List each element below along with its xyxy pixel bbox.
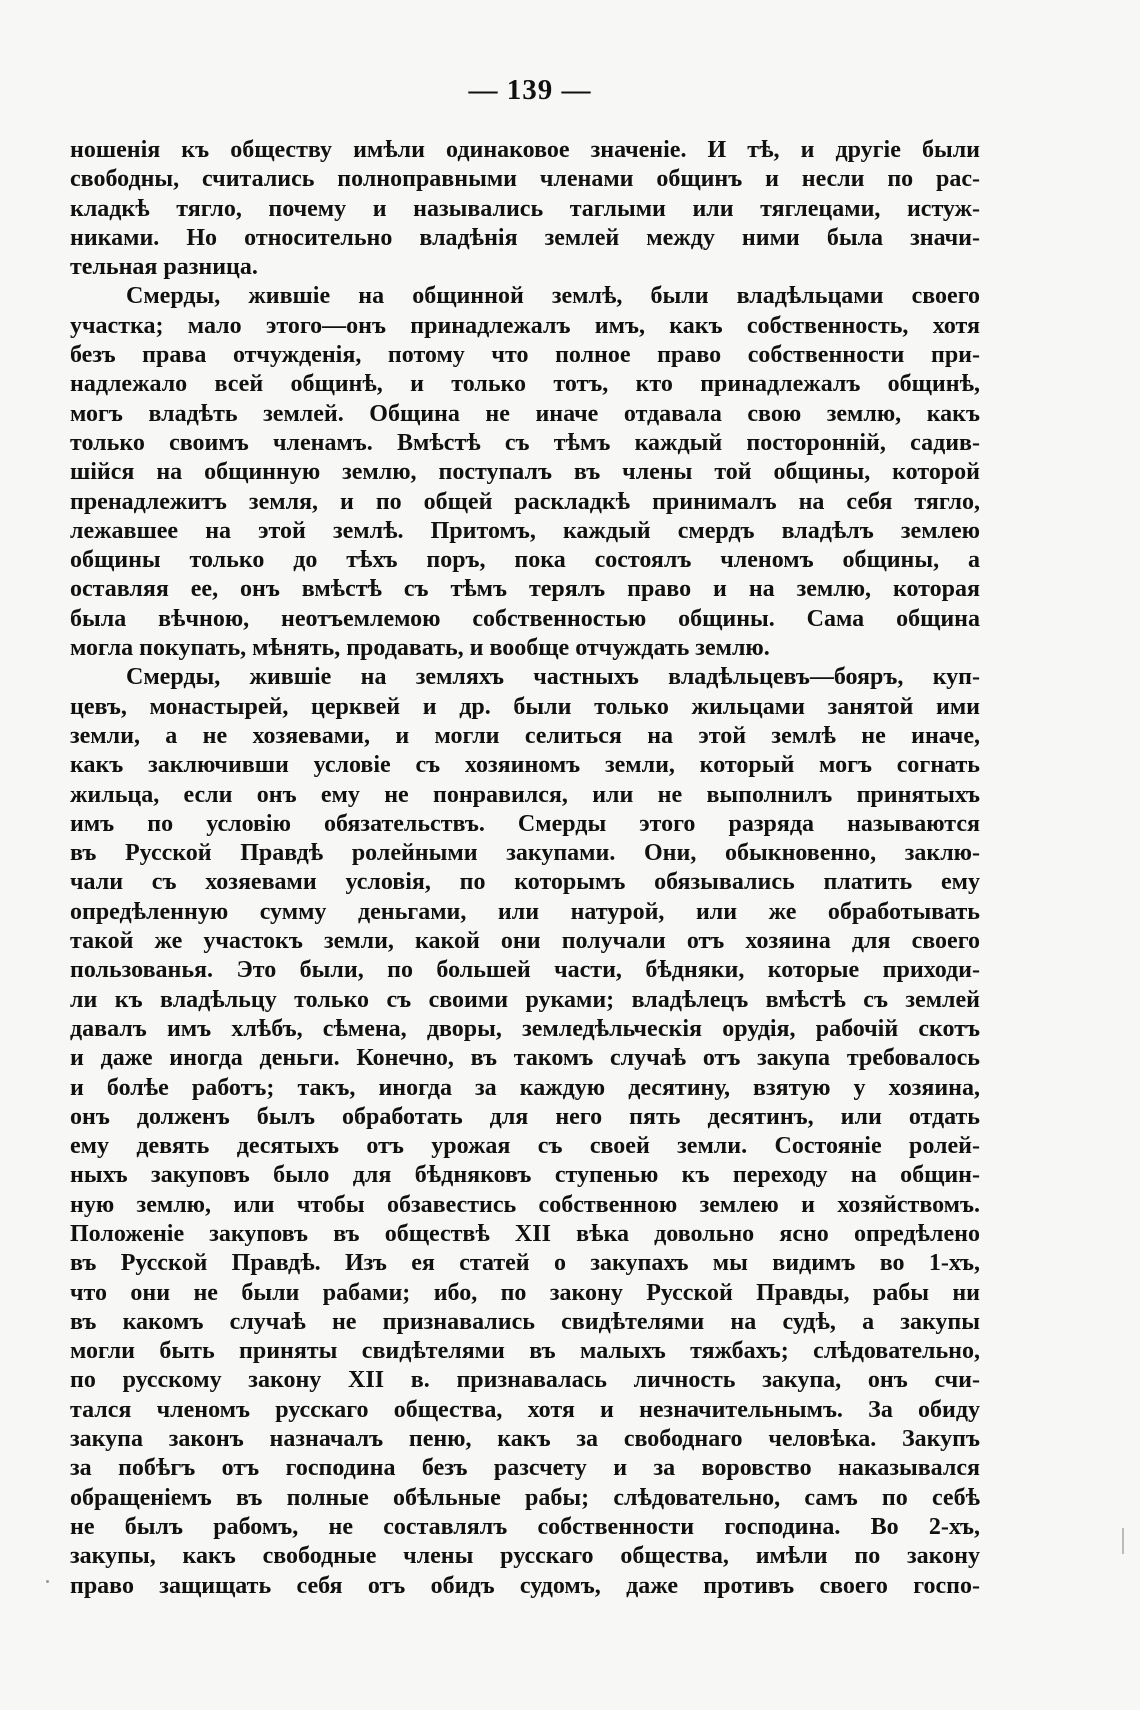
text-line: цевъ, монастырей, церквей и др. были только жильцами занятой ими: [70, 693, 980, 720]
text-line: ему девять десятыхъ отъ урожая съ своей земли. Состояніе ролей-: [70, 1133, 980, 1160]
text-line: за побѣгъ отъ господина безъ разсчету и за воровство наказывался: [70, 1455, 980, 1482]
text-line: жильца, если онъ ему не понравился, или не выполнилъ принятыхъ: [70, 781, 980, 808]
text-line: могла покупать, мѣнять, продавать, и вообще отчуждать землю.: [70, 635, 770, 662]
scan-speck: [46, 1580, 49, 1583]
text-line: ныхъ закуповъ было для бѣдняковъ ступенью къ переходу на общин-: [70, 1162, 980, 1189]
text-line: ли къ владѣльцу только съ своими руками; владѣлецъ вмѣстѣ съ землей: [70, 986, 980, 1013]
text-line: участка; мало этого—онъ принадлежалъ имъ, какъ собственность, хотя: [70, 312, 980, 339]
paragraph-start-line: Смерды, жившіе на общинной землѣ, были владѣльцами своего: [126, 283, 980, 310]
body-text: [70, 136, 980, 1601]
text-line: что они не были рабами; ибо, по закону Русской Правды, рабы ни: [70, 1279, 980, 1306]
text-line: ношенія къ обществу имѣли одинаковое значеніе. И тѣ, и другіе были: [70, 137, 980, 163]
text-line: безъ права отчужденія, потому что полное право собственности при-: [70, 342, 980, 369]
text-line: свободны, считались полноправными членами общинъ и несли по рас-: [70, 166, 980, 193]
text-line: Положеніе закуповъ въ обществѣ XII вѣка довольно ясно опредѣлено: [70, 1220, 980, 1247]
text-line: пользованья. Это были, по большей части, бѣдняки, которые приходи-: [70, 957, 980, 984]
text-line: ную землю, или чтобы обзавестись собственною землею и хозяйствомъ.: [70, 1191, 980, 1218]
paragraph-start-line: Смерды, жившіе на земляхъ частныхъ владѣльцевъ—бояръ, куп-: [126, 664, 980, 691]
text-line: шійся на общинную землю, поступалъ въ члены той общины, которой: [70, 459, 980, 486]
text-line: могъ владѣть землей. Община не иначе отдавала свою землю, какъ: [70, 400, 980, 427]
text-line: и даже иногда деньги. Конечно, въ такомъ случаѣ отъ закупа требовалось: [70, 1045, 980, 1072]
text-line: по русскому закону XII в. признавалась личность закупа, онъ счи-: [70, 1367, 980, 1394]
text-line: земли, а не хозяевами, и могли селиться на этой землѣ не иначе,: [70, 722, 980, 749]
text-line: давалъ имъ хлѣбъ, сѣмена, дворы, земледѣльческія орудія, рабочій скотъ: [70, 1015, 980, 1042]
text-line: опредѣленную сумму деньгами, или натурой, или же обработывать: [70, 898, 980, 925]
text-line: закупа законъ назначалъ пеню, какъ за свободнаго человѣка. Закупъ: [70, 1426, 980, 1453]
text-line: лежавшее на этой землѣ. Притомъ, каждый смердъ владѣлъ землею: [70, 517, 980, 544]
text-line: общины только до тѣхъ поръ, пока состоялъ членомъ общины, а: [70, 547, 980, 574]
text-line: закупы, какъ свободные члены русскаго общества, имѣли по закону: [70, 1543, 980, 1570]
text-line: пренадлежитъ земля, и по общей раскладкѣ принималъ на себя тягло,: [70, 488, 980, 515]
text-line: никами. Но относительно владѣнія землей между ними была значи-: [70, 224, 980, 251]
text-line: оставляя ее, онъ вмѣстѣ съ тѣмъ терялъ право и на землю, которая: [70, 576, 980, 603]
text-line: чали съ хозяевами условія, по которымъ обязывались платить ему: [70, 869, 980, 896]
text-line: въ Русской Правдѣ. Изъ ея статей о закупахъ мы видимъ во 1-хъ,: [70, 1250, 980, 1277]
text-line: онъ долженъ былъ обработать для него пять десятинъ, или отдать: [70, 1103, 980, 1130]
text-line: и болѣе работъ; такъ, иногда за каждую десятину, взятую у хозяина,: [70, 1074, 980, 1101]
text-line: въ Русской Правдѣ ролейными закупами. Они, обыкновенно, заклю-: [70, 840, 980, 867]
text-line: какъ заключивши условіе съ хозяиномъ земли, который могъ согнать: [70, 752, 980, 779]
text-line: надлежало всей общинѣ, и только тотъ, кто принадлежалъ общинѣ,: [70, 371, 980, 398]
page-number: — 139 —: [468, 74, 592, 106]
text-line: въ какомъ случаѣ не признавались свидѣтелями на судѣ, а закупы: [70, 1308, 980, 1335]
text-line: такой же участокъ земли, какой они получали отъ хозяина для своего: [70, 928, 980, 955]
text-line: могли быть приняты свидѣтелями въ малыхъ тяжбахъ; слѣдовательно,: [70, 1338, 980, 1365]
text-line: право защищать себя отъ обидъ судомъ, даже противъ своего госпо-: [70, 1572, 980, 1599]
scan-margin-mark: [1122, 1528, 1124, 1554]
text-line: тельная разница.: [70, 254, 258, 281]
text-line: обращеніемъ въ полные обѣльные рабы; слѣдовательно, самъ по себѣ: [70, 1484, 980, 1511]
text-line: была вѣчною, неотъемлемою собственностью общины. Сама община: [70, 605, 980, 632]
text-line: тался членомъ русскаго общества, хотя и незначительнымъ. За обиду: [70, 1396, 980, 1423]
text-line: кладкѣ тягло, почему и назывались таглыми или тяглецами, истуж-: [70, 195, 980, 222]
text-line: имъ по условію обязательствъ. Смерды этого разряда называются: [70, 810, 980, 837]
text-line: не былъ рабомъ, не составлялъ собственности господина. Во 2-хъ,: [70, 1513, 980, 1540]
text-line: только своимъ членамъ. Вмѣстѣ съ тѣмъ каждый посторонній, садив-: [70, 429, 980, 456]
